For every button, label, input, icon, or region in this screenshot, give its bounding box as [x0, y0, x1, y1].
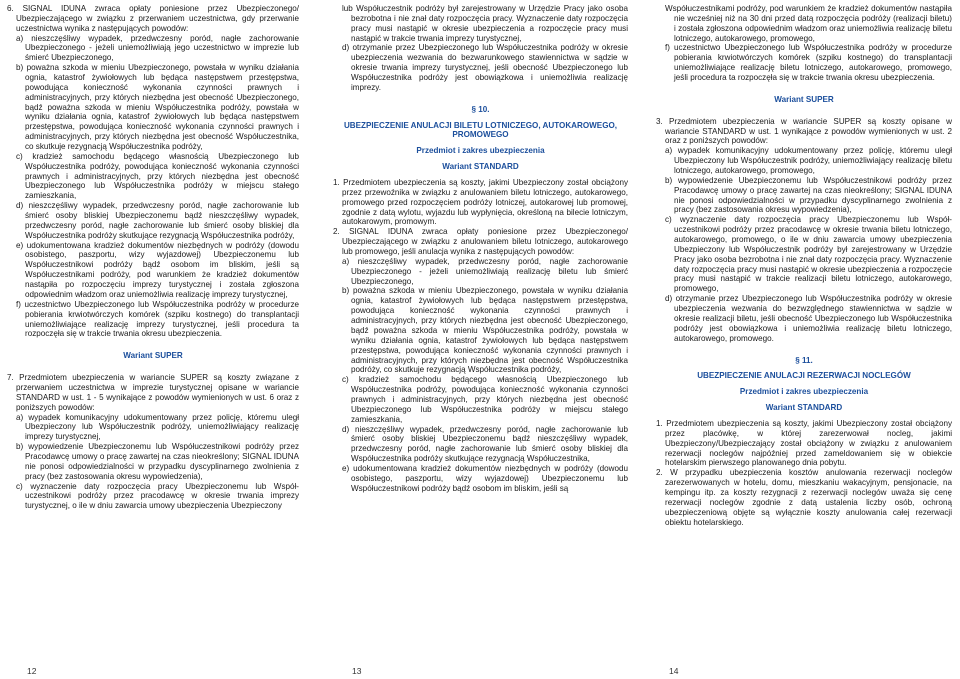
paragraph-6: 6. SIGNAL IDUNA zwraca opłaty poniesione przez Ubezpieczonego/ Ubezpieczającego w związku z przerwaniem uczestnictwa, gdy przerwanie uczestnictwa wynika z następujących powodów: [7, 4, 299, 33]
list-item-b: b) wypowiedzenie Ubezpieczonemu lub Współuczestnikowi podróży przez Pracodawcę umowy o pracę zawartej na czas nieokreślony; SIGNAL IDUNA nie ponosi odpowiedzialności w przypadku dyscyplinarnego zwolnienia z pracy (bez zastosowania okresu wypowiedzenia), [16, 442, 299, 481]
list-item-a: a) wypadek komunikacyjny udokumentowany przez policję, któremu uległ Ubezpieczony lub Współuczestnik podróży, uniemożliwiający realizację imprezy turystycznej, [16, 412, 299, 442]
list-item-d: d) otrzymanie przez Ubezpieczonego lub Współuczestnika podróży w okresie ubezpieczenia wezwania do bezwzględnego stawiennictwa w sądzie w okresie realizacji biletu, jeśli obecność Ubezpieczonego lub Współuczestnika podróży jest obowiązkowa i uniemożliwia realizację biletu lotniczego, autokarowego, promowego. [665, 294, 952, 343]
page-number-middle: 13 [352, 666, 362, 676]
section-number: § 11. [795, 355, 813, 365]
section-subtitle: Przedmiot i zakres ubezpieczenia [739, 387, 869, 397]
variant-standard-heading: Wariant STANDARD [442, 162, 519, 172]
list-item-c: c) wyznaczenie daty rozpoczęcia pracy Ubezpieczonemu lub Współ-uczestnikowi podróży przez pracodawcę w okresie trwania biletu lotniczego, autokarowego, promowego, o ile w dniu zawarcia umowy ubezpieczenia Ubezpieczony lub Współuczestnik podróży był zarejestrowany w Urzędzie Pracy jako osoba bezrobotna i nie znał daty rozpoczęcia pracy. Wyznaczenie daty rozpoczęcia pracy musi nastąpić w okresie ubezpieczenia a rozpoczęcie pracy musi nastąpić w trakcie realizacji biletu lotniczego, autokarowego, promowego, [665, 215, 952, 294]
list-item-a: a) wypadek komunikacyjny udokumentowany przez policję, któremu uległ Ubezpieczony lub Współuczestnik podróży, uniemożliwiający realizację biletu lotniczego, autokarowego, promowego, [665, 146, 952, 176]
column-left [7, 4, 299, 511]
paragraph-1: 1. Przedmiotem ubezpieczenia są koszty, jakimi Ubezpieczony został obciążony przez placówkę, w której zarezerwował nocleg, jakimi Ubezpieczony/Ubezpieczający został obciążony w związku z anulowaniem rezerwacji noclegów najpóźniej przed zameldowaniem się w obiekcie hotelarskim pierwszego planowanego dnia pobytu. [656, 418, 952, 468]
variant-standard-heading: Wariant STANDARD [765, 403, 843, 413]
list-item-c: c) kradzież samochodu będącego własnością Ubezpieczonego lub Współuczestnika podróży, powodująca konieczność wykonania czynności prawnych i administracyjnych, przy których niezbędna jest obecność Ubezpieczonego lub Współuczestnika podróży w miejscu stałego zamieszkania, [342, 375, 628, 424]
page-number-right: 14 [669, 666, 679, 676]
section-subtitle: Przedmiot i zakres ubezpieczenia [416, 146, 545, 156]
list-item-b: b) poważna szkoda w mieniu Ubezpieczonego, powstała w wyniku działania ognia, katastrof żywiołowych lub będąca następstwem przestępstwa, powodująca konieczność wykonania czynności prawnych i administracyjnych, przy których niezbędna jest obecność Ubezpieczonego, bądź poważna szkoda w mieniu Współuczestnika podróży, powstała w wyniku działania ognia, katastrof żywiołowych lub będąca następstwem przestępstwa, powodująca konieczność wykonania czynności prawnych i administracyjnych, przy których niezbędna jest obecność Współuczestnika, co skutkuje rezygnacją Współuczestnika podróży, [16, 63, 299, 152]
variant-super-heading: Wariant SUPER [123, 351, 183, 361]
paragraph-3: 3. Przedmiotem ubezpieczenia w wariancie SUPER są koszty opisane w wariancie STANDARD w ust. 1 wynikające z powodów wymienionych w ust. 2 oraz z poniższych powodów: [656, 116, 952, 146]
list-item-d: d) otrzymanie przez Ubezpieczonego lub Współuczestnika podróży w okresie ubezpieczenia wezwania do bezwarunkowego stawiennictwa w sądzie w okresie trwania imprezy turystycznej, jeśli obecność Ubezpieczonego lub Współuczestnika podróży jest obowiązkowa i uniemożliwia realizację imprezy. [342, 43, 628, 92]
paragraph-1: 1. Przedmiotem ubezpieczenia są koszty, jakimi Ubezpieczony został obciążony przez przewoźnika w związku z anulowaniem biletu lotniczego, autokarowego, promowego przed rozpoczęciem podróży lotniczej, autokarowej lub promowej, zgodnie z datą wylotu, wyjazdu lub wypłynięcia, określoną na bilecie lotniczym, autokarowym, promowym. [333, 178, 628, 227]
list-item-e: e) udokumentowana kradzież dokumentów niezbędnych w podróży (dowodu osobistego, paszportu, wizy wyjazdowej) Ubezpieczonemu lub Współuczestnikowi podróży bądź osobom im bliskim, jeśli są [342, 463, 628, 493]
list-item-a: a) nieszczęśliwy wypadek, przedwczesny poród, nagłe zachorowanie Ubezpieczonego - jeżeli uniemożliwiają realizację biletu lub śmierć Ubezpieczonego, [342, 256, 628, 286]
column-right [656, 4, 952, 527]
section-number: § 10. [471, 104, 490, 114]
list-item-d: d) nieszczęśliwy wypadek, przedwczesny poród, nagłe zachorowanie lub śmierć osoby bliskiej Ubezpieczonemu bądź nieszczęśliwy wypadek, przedwczesny poród, nagłe zachorowanie lub śmierć osoby bliskiej dla Współuczestnika podróży skutkujące rezygnacją Współuczestnika, [342, 424, 628, 464]
list-item-c: c) kradzież samochodu będącego własnością Ubezpieczonego lub Współuczestnika podróży, powodująca konieczność wykonania czynności prawnych i administracyjnych, przy których niezbędna jest obecność Ubezpieczonego lub Współuczestnika podróży w miejscu stałego zamieszkania, [16, 151, 299, 201]
paragraph-2: 2. SIGNAL IDUNA zwraca opłaty poniesione przez Ubezpieczonego/ Ubezpieczającego w związku z anulowaniem biletu lotniczego, autokarowego lub promowego, jeśli anulacja wynika z następujących powodów: [333, 227, 628, 257]
continued-text: Współuczestnikami podróży, pod warunkiem że kradzież dokumentów nastąpiła nie wcześniej niż na 30 dni przed datą rozpoczęcia podróży (realizacji biletu) i została zgłoszona odpowiednim władzom oraz uniemożliwia realizację biletu lotniczego, autokarowego, promowego, [665, 4, 952, 43]
list-item-f: f) uczestnictwo Ubezpieczonego lub Współuczestnika podróży w procedurze pobierania krwiotwórczych komórek (szpiku kostnego) do transplantacji uniemożliwiające realizację biletu lotniczego, autokarowego, promowego, jeśli procedura ta rozpoczęła się w trakcie trwania okresu ubezpieczenia. [665, 43, 952, 83]
section-title: UBEZPIECZENIE ANULACJI BILETU LOTNICZEGO, AUTOKAROWEGO, PROMOWEGO [343, 120, 618, 140]
list-item-b: b) poważna szkoda w mieniu Ubezpieczonego, powstała w wyniku działania ognia, katastrof żywiołowych lub będąca następstwem przestępstwa, powodująca konieczność wykonania czynności prawnych i administracyjnych, przy których niezbędna jest obecność Ubezpieczonego, bądź poważna szkoda w mieniu Współuczestnika podróży, powstała w wyniku działania ognia, katastrof żywiołowych lub będąca następstwem przestępstwa, powodująca konieczność wykonania czynności prawnych i administracyjnych, przy których niezbędna jest obecność Współuczestnika podróży, co skutkuje rezygnacją Współuczestnika podróży, [342, 286, 628, 375]
page-number-left: 12 [27, 666, 37, 676]
section-title: UBEZPIECZENIE ANULACJI REZERWACJI NOCLEGÓW [697, 371, 911, 381]
paragraph-7: 7. Przedmiotem ubezpieczenia w wariancie SUPER są koszty związane z przerwaniem uczestnictwa w imprezie turystycznej opisane w wariancie STANDARD w ust. 1 - 5 wynikające z powodów wymienionych w ust. 6 oraz z poniższych powodów: [7, 373, 299, 412]
variant-super-heading: Wariant SUPER [774, 94, 834, 104]
list-item-e: e) udokumentowana kradzież dokumentów niezbędnych w podróży (dowodu osobistego, paszportu, wizy wyjazdowej) Ubezpieczonemu lub Współuczestnikowi podróży bądź osobom im bliskim, jeśli są Współuczestnikami podróży, pod warunkiem że kradzież dokumentów nastąpiła po rozpoczęciu imprezy turystycznej i została zgłoszona odpowiednim władzom oraz uniemożliwia realizację imprezy turystycznej, [16, 240, 299, 299]
list-item-c: c) wyznaczenie daty rozpoczęcia pracy Ubezpieczonemu lub Współ-uczestnikowi podróży przez pracodawcę w okresie trwania imprezy turystycznej, o ile w dniu zawarcia umowy ubezpieczenia Ubezpieczony [16, 481, 299, 511]
list-item-d: d) nieszczęśliwy wypadek, przedwczesny poród, nagłe zachorowanie lub śmierć osoby bliskiej Ubezpieczonemu bądź nieszczęśliwy wypadek, przedwczesny poród, nagłe zachorowanie lub śmierć osoby bliskiej dla Współuczestnika podróży skutkujące rezygnacją Współuczestnika podróży, [16, 201, 299, 240]
list-item-f: f) uczestnictwo Ubezpieczonego lub Współuczestnika podróży w procedurze pobierania krwiotwórczych komórek (szpiku kostnego) do transplantacji uniemożliwiające realizację imprezy turystycznej, jeśli procedura ta rozpoczęła się w trakcie trwania okresu ubezpieczenia. [16, 299, 299, 339]
list-item-b: b) wypowiedzenie Ubezpieczonemu lub Współuczestnikowi podróży przez Pracodawcę umowy o pracę zawartej na czas nieokreślony; SIGNAL IDUNA nie ponosi odpowiedzialności w przypadku dyscyplinarnego zwolnienia z pracy (bez zastosowania okresu wypowiedzenia), [665, 175, 952, 215]
paragraph-2: 2. W przypadku ubezpieczenia kosztów anulowania rezerwacji noclegów zarezerwowanych w hotelu, domu, mieszkaniu wakacyjnym, pensjonacie, na kempingu itp. za koszty rezygnacji z rezerwacji noclegów uważa się cenę rezerwacji noclegów zgodnie z datą ustalenia liczby osób, ochroną ubezpieczeniową objęte są wyłącznie koszty anulowania całej rezerwacji obiektu hotelarskiego. [656, 468, 952, 527]
column-middle [333, 4, 628, 494]
continued-text: lub Współuczestnik podróży był zarejestrowany w Urzędzie Pracy jako osoba bezrobotna i nie znał daty rozpoczęcia pracy. Wyznaczenie daty rozpoczęcia pracy musi nastąpić w okresie ubezpieczenia a rozpoczęcie pracy musi nastąpić w trakcie trwania imprezy turystycznej, [342, 4, 628, 43]
list-item-a: a) nieszczęśliwy wypadek, przedwczesny poród, nagłe zachorowanie Ubezpieczonego - jeżeli uniemożliwiają jego uczestnictwo w imprezie lub śmierć Ubezpieczonego, [16, 33, 299, 63]
